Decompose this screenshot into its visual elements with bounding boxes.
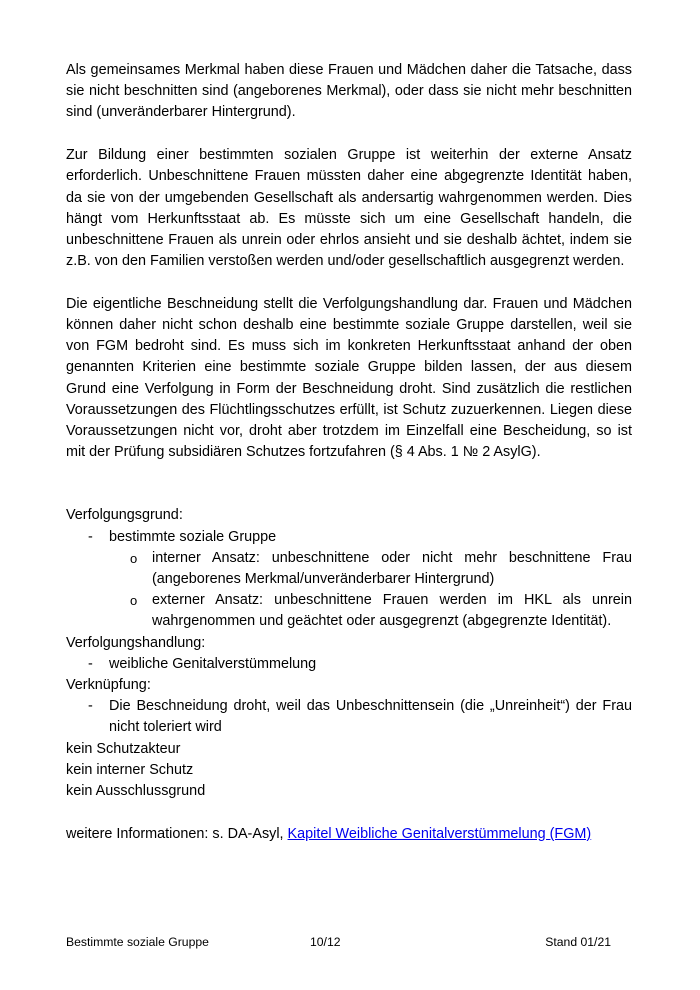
dash-bullet: - <box>88 655 93 672</box>
no-protection-actor: kein Schutzakteur <box>66 740 181 757</box>
circle-bullet: o <box>130 550 138 566</box>
reason-item <box>66 527 632 548</box>
reason-heading: Verfolgungsgrund: <box>66 507 183 524</box>
paragraph-common-feature: Als gemeinsames Merkmal haben diese Frauen und Mädchen daher die Tatsache, dass sie nicht beschnitten sind (angeborenes Merkmal), oder dass sie nicht mehr beschnitten sind (unveränderbarer Hintergrund). <box>66 62 632 121</box>
external-approach-text: externer Ansatz: unbeschnittene Frauen werden im HKL als unrein wahrgenommen und geächtet oder ausgegrenzt (abgegrenzte Identität). <box>152 592 632 630</box>
paragraph-external-approach: Zur Bildung einer bestimmten sozialen Gruppe ist weiterhin der externe Ansatz erforderlich. Unbeschnittene Frauen müssten daher eine abgegrenzte Identität haben, da sie von der umgebenden Gesellschaft als andersartig wahrgenommen werden. Dies hängt vom Herkunftsstaat ab. Es müsste sich um eine Gesellschaft handeln, die unbeschnittene Frauen als unrein oder ehrlos ansieht und sie deshalb ächtet, indem sie z.B. von den Familien verstoßen werden und/oder gesellschaftlich ausgegrenzt werden. <box>66 147 632 270</box>
act-item-text: weibliche Genitalverstümmelung <box>109 655 317 672</box>
summary-section <box>66 505 632 802</box>
footer-version-date: Stand 01/21 <box>545 935 611 949</box>
footer-section-title: Bestimmte soziale Gruppe <box>66 935 209 949</box>
fgm-chapter-link[interactable]: Kapitel Weibliche Genitalverstümmelung (FGM) <box>287 825 592 842</box>
dash-bullet: - <box>88 698 93 715</box>
act-item <box>66 654 632 675</box>
no-internal-protection: kein interner Schutz <box>66 761 194 778</box>
document-body <box>66 60 632 845</box>
paragraph-persecution-act: Die eigentliche Beschneidung stellt die Verfolgungshandlung dar. Frauen und Mädchen können daher nicht schon deshalb eine bestimmte soziale Gruppe darstellen, weil sie von FGM bedroht sind. Es muss sich im konkreten Herkunftsstaat anhand der oben genannten Kriterien eine bestimmte soziale Gruppe bilden lassen, der aus diesem Grund eine Verfolgung in Form der Beschneidung droht. Sind zusätzlich die restlichen Voraussetzungen des Flüchtlingsschutzes erfüllt, ist Schutz zuzuerkennen. Liegen diese Voraussetzungen nicht vor, droht aber trotzdem im Einzelfall eine Bescheidung, so ist mit der Prüfung subsidiären Schutzes fortzufahren (§ 4 Abs. 1 № 2 AsylG). <box>66 295 632 461</box>
link-item <box>66 696 632 738</box>
link-heading: Verknüpfung: <box>66 677 151 694</box>
no-exclusion-ground: kein Ausschlussgrund <box>66 783 206 800</box>
internal-approach-text: interner Ansatz: unbeschnittene oder nicht mehr beschnittene Frau (angeborenes Merkmal/unveränderbarer Hintergrund) <box>152 549 632 588</box>
link-item-text: Die Beschneidung droht, weil das Unbeschnittensein (die „Unreinheit“) der Frau nicht toleriert wird <box>109 698 632 736</box>
more-info-prefix: weitere Informationen: s. DA-Asyl, <box>66 825 288 842</box>
act-heading: Verfolgungshandlung: <box>66 634 206 651</box>
more-info-line <box>66 824 632 845</box>
circle-bullet: o <box>130 593 138 609</box>
reason-item-text: bestimmte soziale Gruppe <box>109 528 277 545</box>
external-approach-item <box>66 590 632 632</box>
dash-bullet: - <box>88 528 93 545</box>
footer-page-number: 10/12 <box>310 935 341 949</box>
internal-approach-item <box>66 548 632 590</box>
